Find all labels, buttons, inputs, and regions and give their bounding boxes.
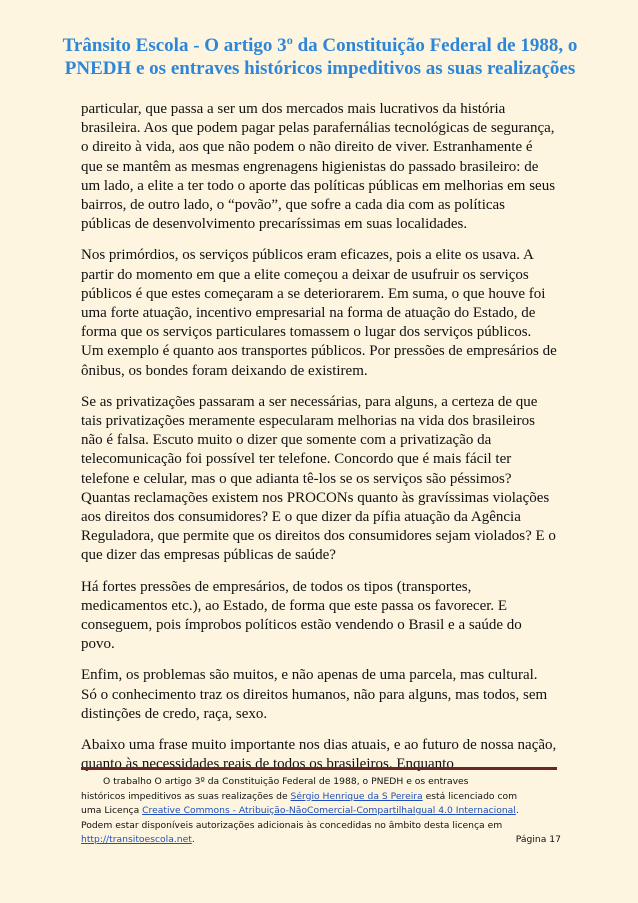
author-link[interactable]: Sérgio Henrique da S Pereira — [290, 790, 423, 802]
footer-line — [81, 804, 561, 819]
paragraph: Nos primórdios, os serviços públicos eram eficazes, pois a elite os usava. A partir do momento em que a elite começou a deixar de usufruir os serviços públicos é que estes começaram a se deteriorarem. Em suma, o que houve foi uma forte atuação, incentivo empresarial na forma de atuação do Estado, de forma que os serviços particulares tomassem o lugar dos serviços públicos. Um exemplo é quanto aos transportes públicos. Por pressões de empresários de ônibus, os bondes foram deixando de existirem. — [81, 247, 557, 379]
paragraph: Se as privatizações passaram a ser necessárias, para alguns, a certeza de que tais privatizações meramente especularam melhorias na vida dos brasileiros não é falsa. Escuto muito o dizer que somente com a privatização da telecomunicação foi possível ter telefone. Concordo que é mais fácil ter telefone e celular, mas o que adianta tê-los se os serviços são péssimos? Quantas reclamações existem nos PROCONs quanto às gravíssimas violações aos direitos dos consumidores? E o que dizer da pífia atuação da Agência Reguladora, que permite que os direitos dos consumidores sejam violados? E o que dizer das empresas públicas de saúde? — [81, 393, 556, 564]
site-link[interactable]: http://transitoescola.net — [81, 834, 192, 845]
paragraph: Enfim, os problemas são muitos, e não apenas de uma parcela, mas cultural. Só o conhecimento traz os direitos humanos, não para alguns, mas todos, sem distinções de credo, raça, sexo. — [81, 667, 548, 722]
footer-text: está licenciado com — [422, 790, 518, 802]
header-line-2: PNEDH e os entraves históricos impeditivos as suas realizações — [64, 58, 576, 79]
footer-line: O trabalho O artigo 3º da Constituição Federal de 1988, o PNEDH e os entraves — [103, 776, 469, 787]
page-footer — [81, 775, 561, 848]
license-link[interactable]: Creative Commons - Atribuição-NãoComercial-CompartilhaIgual 4.0 Internacional — [142, 805, 516, 816]
body-text — [81, 100, 557, 787]
footer-text: históricos impeditivos as suas realizações de — [81, 790, 291, 802]
page-number: Página 17 — [515, 834, 561, 845]
page-header — [60, 34, 580, 80]
footer-line: Podem estar disponíveis autorizações adicionais às concedidas no âmbito desta licença em — [81, 819, 503, 831]
footer-text: . — [191, 834, 195, 845]
footer-text: uma Licença — [81, 805, 143, 816]
footer-line — [81, 833, 561, 848]
paragraph: Há fortes pressões de empresários, de todos os tipos (transportes, medicamentos etc.), ao Estado, de forma que este passa os favorecer. E conseguem, pois ímprobos políticos estão vendendo o Brasil e a saúde do povo. — [81, 578, 522, 653]
footer-text: . — [515, 805, 519, 816]
footer-line — [81, 790, 561, 805]
footer-divider — [81, 767, 557, 770]
header-line-1: Trânsito Escola - O artigo 3º da Constituição Federal de 1988, o — [62, 35, 578, 56]
paragraph: Abaixo uma frase muito importante nos dias atuais, e ao futuro de nossa nação, quanto às necessidades reais de todos os brasileiros. Enquanto — [81, 737, 557, 773]
paragraph: particular, que passa a ser um dos mercados mais lucrativos da história brasileira. Aos que podem pagar pelas parafernálias tecnológicas de segurança, o direito à vida, aos que não podem o não direito de viver. Estranhamente é que se mantêm as mesmas engrenagens higienistas do passado brasileiro: de um lado, a elite a ter todo o aporte das políticas públicas em melhorias em seus bairros, de outro lado, o “povão”, que sofre a cada dia com as políticas públicas de desenvolvimento precaríssimas em suas localidades. — [81, 101, 556, 233]
